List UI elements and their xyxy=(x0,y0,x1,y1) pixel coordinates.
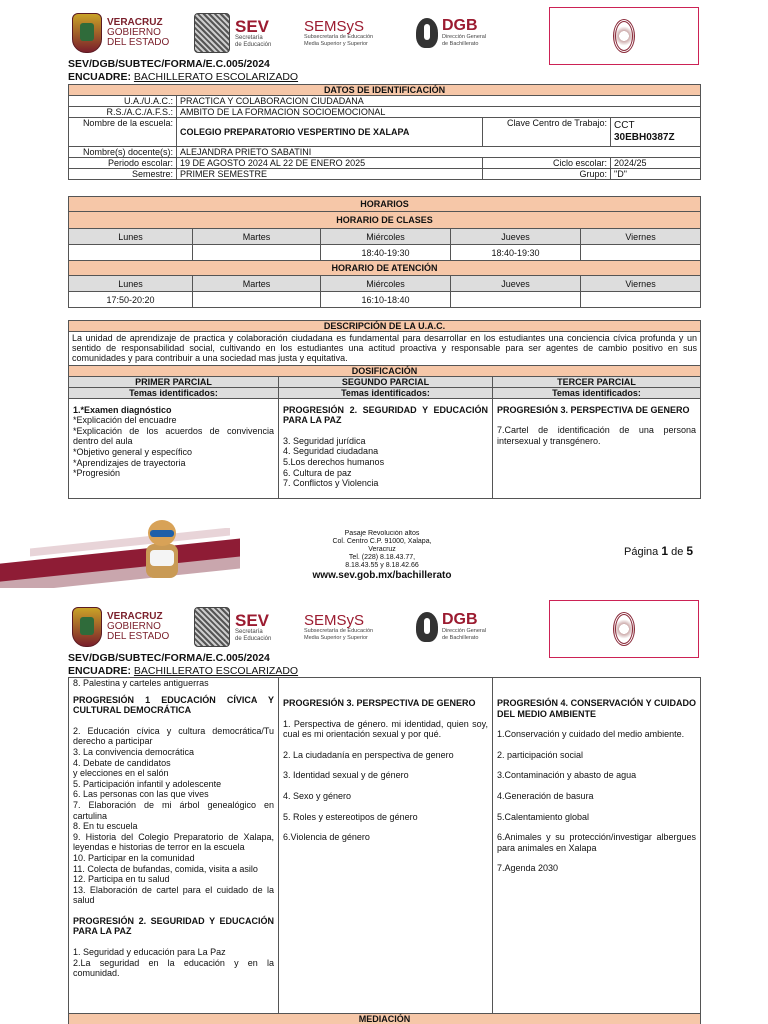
col1-item: 4. Debate de candidatos xyxy=(73,757,171,768)
sev-line2: de Educación xyxy=(235,635,272,642)
p2-item: 6. Cultura de paz xyxy=(283,467,352,478)
address-line: Veracruz xyxy=(368,546,396,553)
ua-value: PRACTICA Y COLABORACION CIUDADANA xyxy=(177,96,701,107)
semester-value: PRIMER SEMESTRE xyxy=(177,169,483,180)
description-table xyxy=(68,320,701,499)
col3-heading: PROGRESIÓN 4. CONSERVACIÓN Y CUIDADO DEL MEDIO AMBIENTE xyxy=(497,698,696,719)
atencion-day-lunes: Lunes xyxy=(69,276,193,292)
col1-item: 11. Colecta de bufandas, comida, visita a asilo xyxy=(73,863,258,874)
veracruz-line1: VERACRUZ xyxy=(107,17,163,28)
col2-item: 5. Roles y estereotipos de género xyxy=(283,811,418,822)
dgb-logo xyxy=(416,604,486,650)
cct-cell xyxy=(611,118,701,147)
encuadre-label: ENCUADRE: xyxy=(68,665,131,677)
temas-label-2: Temas identificados: xyxy=(279,387,493,398)
p1-item: *Objetivo general y específico xyxy=(73,446,193,457)
cycle-value: 2024/25 xyxy=(611,158,701,169)
atencion-day-viernes: Viernes xyxy=(581,276,701,292)
cct-title: CCT xyxy=(614,120,635,131)
atencion-martes xyxy=(193,292,321,308)
group-label: Grupo: xyxy=(483,169,611,180)
semsys-line1: Subsecretaría de Educación xyxy=(304,627,374,634)
footer-web-link[interactable]: www.sev.gob.mx/bachillerato xyxy=(312,570,452,581)
encuadre-value: BACHILLERATO ESCOLARIZADO xyxy=(133,71,299,83)
veracruz-logo xyxy=(72,10,169,56)
semsys-name: SEMSyS xyxy=(304,17,365,35)
sev-seal-icon xyxy=(194,13,230,53)
clases-viernes xyxy=(581,245,701,261)
clases-day-miercoles: Miércoles xyxy=(321,229,451,245)
col1-item: 3. La convivencia democrática xyxy=(73,746,195,757)
p1-item: *Aprendizajes de trayectoria xyxy=(73,457,186,468)
semsys-line2: Media Superior y Superior xyxy=(304,40,368,47)
parcial-2-content xyxy=(279,398,493,498)
parcial-2: SEGUNDO PARCIAL xyxy=(279,376,493,387)
atencion-miercoles: 16:10-18:40 xyxy=(321,292,451,308)
sev-line2: de Educación xyxy=(235,41,272,48)
page-total: 5 xyxy=(686,544,694,558)
school-crest-icon xyxy=(613,19,635,53)
page2-col2 xyxy=(279,678,493,1014)
semsys-logo xyxy=(304,10,373,56)
clases-day-viernes: Viernes xyxy=(581,229,701,245)
footer-ribbon xyxy=(0,528,240,588)
sev-logo xyxy=(194,10,271,56)
p1-heading: 1.*Examen diagnóstico xyxy=(73,404,172,415)
p1-item: *Progresión xyxy=(73,468,121,479)
col2-item: 6.Violencia de género xyxy=(283,832,370,843)
dgb-line2: de Bachillerato xyxy=(442,41,479,47)
dgb-mark-icon xyxy=(416,612,438,642)
school-value: COLEGIO PREPARATORIO VESPERTINO DE XALAPA xyxy=(177,118,483,147)
horarios-title: HORARIOS xyxy=(69,197,701,212)
col1-item: 7. Elaboración de mi árbol genealógico en cartulina xyxy=(73,799,274,821)
parcial-3-content xyxy=(493,398,701,498)
period-value: 19 DE AGOSTO 2024 AL 22 DE ENERO 2025 xyxy=(177,158,483,169)
sev-line1: Secretaría xyxy=(235,34,263,41)
parcial-1-content xyxy=(69,398,279,498)
col2-item: 4. Sexo y género xyxy=(283,790,352,801)
cycle-label: Ciclo escolar: xyxy=(483,158,611,169)
page-current: 1 xyxy=(661,544,669,558)
sev-name: SEV xyxy=(235,610,270,630)
teacher-label: Nombre(s) docente(s): xyxy=(69,147,177,158)
clases-jueves: 18:40-19:30 xyxy=(451,245,581,261)
col3-item: 7.Agenda 2030 xyxy=(497,863,559,874)
semsys-line2: Media Superior y Superior xyxy=(304,634,368,641)
col1-item2: 1. Seguridad y educación para La Paz xyxy=(73,947,226,958)
col3-item: 6.Animales y su protección/investigar albergues para animales en Xalapa xyxy=(497,832,696,853)
cct-value: 30EBH0387Z xyxy=(614,132,675,143)
p1-item: *Explicación del encuadre xyxy=(73,415,177,426)
page-number xyxy=(624,544,693,558)
cct-label: Clave Centro de Trabajo: xyxy=(483,118,611,147)
col1-heading: PROGRESIÓN 1 EDUCACIÓN CÍVICA Y CULTURAL DEMOCRÁTICA xyxy=(73,694,274,716)
col1-item: y elecciones en el salón xyxy=(73,768,169,779)
descripcion-text: La unidad de aprendizaje de practica y colaboración ciudadana es fundamental para desarrollar en los estudiantes una conciencia cívica profunda y un sentido de responsabilidad social, cultivando en los estudiantes una actitud proactiva y responsable para ser agentes de cambio positivo en sus comunidades y para contribuir a una sociedad mas justa y equitativa. xyxy=(69,332,701,366)
dgb-name: DGB xyxy=(442,611,478,629)
veracruz-line3: DEL ESTADO xyxy=(107,631,170,642)
col1-item: 12. Participa en tu salud xyxy=(73,874,170,885)
col1-item2: 2.La seguridad en la educación y en la comunidad. xyxy=(73,957,274,979)
veracruz-line3: DEL ESTADO xyxy=(107,37,170,48)
schedule-table xyxy=(68,196,701,308)
p3-heading: PROGRESIÓN 3. PERSPECTIVA DE GENERO xyxy=(497,404,690,415)
veracruz-line2: GOBIERNO xyxy=(107,27,161,38)
encuadre-page2 xyxy=(68,665,298,677)
page2-col3 xyxy=(493,678,701,1014)
rs-label: R.S./A.C./A.F.S.: xyxy=(69,107,177,118)
col1-item: 9. Historia del Colegio Preparatorio de Xalapa, leyendas e historias de terror en la escuela xyxy=(73,831,274,853)
col2-item: 1. Perspectiva de género. mi identidad, quien soy, cual es mi orientación sexual y por qué. xyxy=(283,718,488,740)
veracruz-seal-icon xyxy=(72,607,102,647)
sev-logo xyxy=(194,604,271,650)
dgb-logo xyxy=(416,10,486,56)
page-footer xyxy=(0,520,768,596)
rs-value: AMBITO DE LA FORMACION SOCIOEMOCIONAL xyxy=(177,107,701,118)
page-word: Página xyxy=(624,546,659,558)
col3-item: 1.Conservación y cuidado del medio ambiente. xyxy=(497,729,685,740)
semsys-line1: Subsecretaría de Educación xyxy=(304,33,374,40)
col3-item: 5.Calentamiento global xyxy=(497,811,590,822)
dgb-line2: de Bachillerato xyxy=(442,635,479,641)
col2-item: 3. Identidad sexual y de género xyxy=(283,770,409,781)
ua-label: U.A./U.A.C.: xyxy=(69,96,177,107)
footer-address xyxy=(312,530,452,596)
semester-label: Semestre: xyxy=(69,169,177,180)
col1-item: 5. Participación infantil y adolescente xyxy=(73,778,222,789)
veracruz-line2: GOBIERNO xyxy=(107,621,161,632)
dgb-line1: Dirección General xyxy=(442,628,487,635)
atencion-day-jueves: Jueves xyxy=(451,276,581,292)
address-line: Pasaje Revolución altos xyxy=(344,530,420,537)
mediacion-title: MEDIACIÓN xyxy=(69,1014,701,1024)
period-label: Periodo escolar: xyxy=(69,158,177,169)
doc-code: SEV/DGB/SUBTEC/FORMA/E.C.005/2024 xyxy=(68,58,270,70)
dosificacion-continued-table xyxy=(68,677,701,1024)
semsys-name: SEMSyS xyxy=(304,611,365,629)
school-crest-box xyxy=(549,600,699,658)
clases-lunes xyxy=(69,245,193,261)
col2-heading: PROGRESIÓN 3. PERSPECTIVA DE GENERO xyxy=(283,698,476,708)
clases-martes xyxy=(193,245,321,261)
clases-day-martes: Martes xyxy=(193,229,321,245)
sev-line1: Secretaría xyxy=(235,628,263,635)
col1-item: 2. Educación cívica y cultura democrática/Tu derecho a participar xyxy=(73,725,274,747)
encuadre xyxy=(68,71,298,83)
parcial-3: TERCER PARCIAL xyxy=(493,376,701,387)
veracruz-logo xyxy=(72,604,169,650)
dgb-name: DGB xyxy=(442,17,478,35)
atencion-jueves xyxy=(451,292,581,308)
temas-label-1: Temas identificados: xyxy=(69,387,279,398)
p2-item: 5.Los derechos humanos xyxy=(283,456,385,467)
mascot-jaguar-icon xyxy=(140,520,184,588)
sev-name: SEV xyxy=(235,16,270,36)
atencion-day-martes: Martes xyxy=(193,276,321,292)
identification-table xyxy=(68,84,701,180)
teacher-value: ALEJANDRA PRIETO SABATINI xyxy=(177,147,701,158)
p2-item: 4. Seguridad ciudadana xyxy=(283,446,379,457)
temas-label-3: Temas identificados: xyxy=(493,387,701,398)
veracruz-seal-icon xyxy=(72,13,102,53)
parcial-1: PRIMER PARCIAL xyxy=(69,376,279,387)
p1-item: *Explicación de los acuerdos de convivencia dentro del aula xyxy=(73,425,274,447)
col1-top-item: 8. Palestina y carteles antiguerras xyxy=(73,678,209,688)
col1-item: 6. Las personas con las que vives xyxy=(73,789,209,800)
dosificacion-title: DOSIFICACIÓN xyxy=(69,365,701,376)
veracruz-line1: VERACRUZ xyxy=(107,611,163,622)
col3-item: 4.Generación de basura xyxy=(497,790,594,801)
school-label: Nombre de la escuela: xyxy=(69,118,177,147)
address-line: Tel. (228) 8.18.43.77, xyxy=(348,554,416,561)
clases-day-jueves: Jueves xyxy=(451,229,581,245)
atencion-lunes: 17:50-20:20 xyxy=(69,292,193,308)
encuadre-label: ENCUADRE: xyxy=(68,71,131,83)
encuadre-value: BACHILLERATO ESCOLARIZADO xyxy=(133,665,299,677)
semsys-logo xyxy=(304,604,373,650)
address-line: Col. Centro C.P. 91000, Xalapa, xyxy=(332,538,432,545)
col1-item: 8. En tu escuela xyxy=(73,821,138,832)
group-value: "D" xyxy=(611,169,701,180)
school-crest-icon xyxy=(613,612,635,646)
descripcion-title: DESCRIPCIÓN DE LA U.A.C. xyxy=(69,321,701,332)
ident-title: DATOS DE IDENTIFICACIÓN xyxy=(69,85,701,96)
sev-seal-icon xyxy=(194,607,230,647)
p2-item: 3. Seguridad jurídica xyxy=(283,435,366,446)
address-line: 8.18.43.55 y 8.18.42.66 xyxy=(345,562,419,569)
col2-item: 2. La ciudadanía en perspectiva de genero xyxy=(283,749,454,760)
atencion-title: HORARIO DE ATENCIÓN xyxy=(69,261,701,276)
col3-item: 2. participación social xyxy=(497,749,584,760)
p3-item: 7.Cartel de identificación de una persona intersexual y transgénero. xyxy=(497,425,697,446)
p2-item: 7. Conflictos y Violencia xyxy=(283,478,379,489)
col3-item: 3.Contaminación y abasto de agua xyxy=(497,770,637,781)
clases-day-lunes: Lunes xyxy=(69,229,193,245)
dgb-line1: Dirección General xyxy=(442,34,487,41)
doc-code-page2: SEV/DGB/SUBTEC/FORMA/E.C.005/2024 xyxy=(68,652,270,664)
atencion-viernes xyxy=(581,292,701,308)
clases-title: HORARIO DE CLASES xyxy=(69,212,701,229)
atencion-day-miercoles: Miércoles xyxy=(321,276,451,292)
p2-heading: PROGRESIÓN 2. SEGURIDAD Y EDUCACIÓN PARA LA PAZ xyxy=(283,404,488,426)
clases-miercoles: 18:40-19:30 xyxy=(321,245,451,261)
page-of: de xyxy=(671,546,684,558)
col1-item: 13. Elaboración de cartel para el cuidado de la salud xyxy=(73,884,274,906)
page2-col1 xyxy=(69,678,279,1014)
col1-heading2: PROGRESIÓN 2. SEGURIDAD Y EDUCACIÓN PARA LA PAZ xyxy=(73,915,274,937)
col1-item: 10. Participar en la comunidad xyxy=(73,852,195,863)
dgb-mark-icon xyxy=(416,18,438,48)
school-crest-box xyxy=(549,7,699,65)
